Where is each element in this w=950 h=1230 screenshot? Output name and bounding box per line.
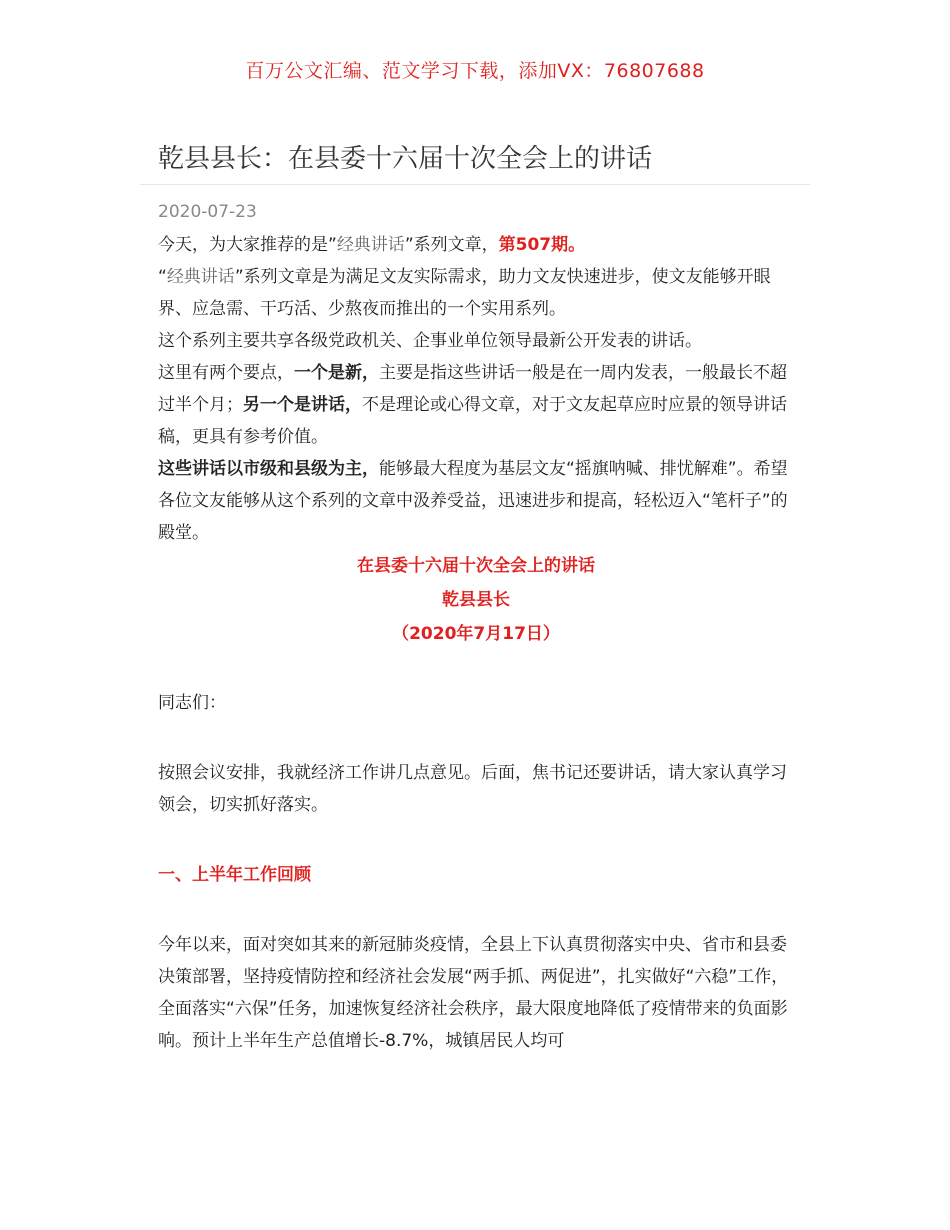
speech-speaker: 乾县县长 [442, 590, 510, 610]
promo-banner: 百万公文汇编、范文学习下载，添加VX：76807688 [245, 60, 705, 82]
intro-paragraph-3: 这个系列主要共享各级党政机关、企事业单位领导最新公开发表的讲话。 [158, 331, 702, 351]
section-heading: 一、上半年工作回顾 [158, 865, 311, 885]
speech-date: （2020年7月17日） [392, 624, 560, 644]
intro-paragraph-4: 这里有两个要点，一个是新，主要是指这些讲话一般是在一周内发表，一般最长不超过半个月；另一个是讲话，不是理论或心得文章，对于文友起草应时应景的领导讲话稿，更具有参考价值。 [158, 363, 787, 447]
intro-paragraph-2: “经典讲话”系列文章是为满足文友实际需求，助力文友快速进步，使文友能够开眼界、应急需、干巧活、少熬夜而推出的一个实用系列。 [158, 267, 771, 319]
section-paragraph: 今年以来，面对突如其来的新冠肺炎疫情，全县上下认真贯彻落实中央、省市和县委决策部署，坚持疫情防控和经济社会发展“两手抓、两促进”，扎实做好“六稳”工作，全面落实“六保”任务，加速恢复经济社会秩序，最大限度地降低了疫情带来的负面影响。预计上半年生产总值增长-8.7%，城镇居民人均可 [158, 935, 789, 1051]
article-date: 2020-07-23 [158, 202, 257, 222]
opening-paragraph: 按照会议安排，我就经济工作讲几点意见。后面，焦书记还要讲话，请大家认真学习领会，切实抓好落实。 [158, 763, 787, 815]
series-name: 经典讲话 [166, 267, 235, 287]
series-name: 经典讲话 [336, 235, 405, 255]
article-title: 乾县县长：在县委十六届十次全会上的讲话 [158, 144, 653, 174]
article-body [158, 229, 794, 1057]
title-divider [140, 184, 810, 185]
intro-paragraph-5: 这些讲话以市级和县级为主，能够最大程度为基层文友“摇旗呐喊、排忧解难”。希望各位文友能够从这个系列的文章中汲养受益，迅速进步和提高，轻松迈入“笔杆子”的殿堂。 [158, 459, 788, 543]
intro-paragraph-1: 今天，为大家推荐的是”经典讲话”系列文章，第507期。 [158, 235, 586, 255]
speech-title: 在县委十六届十次全会上的讲话 [357, 556, 595, 576]
salutation: 同志们： [158, 693, 226, 713]
issue-number: 第507期。 [498, 235, 586, 255]
